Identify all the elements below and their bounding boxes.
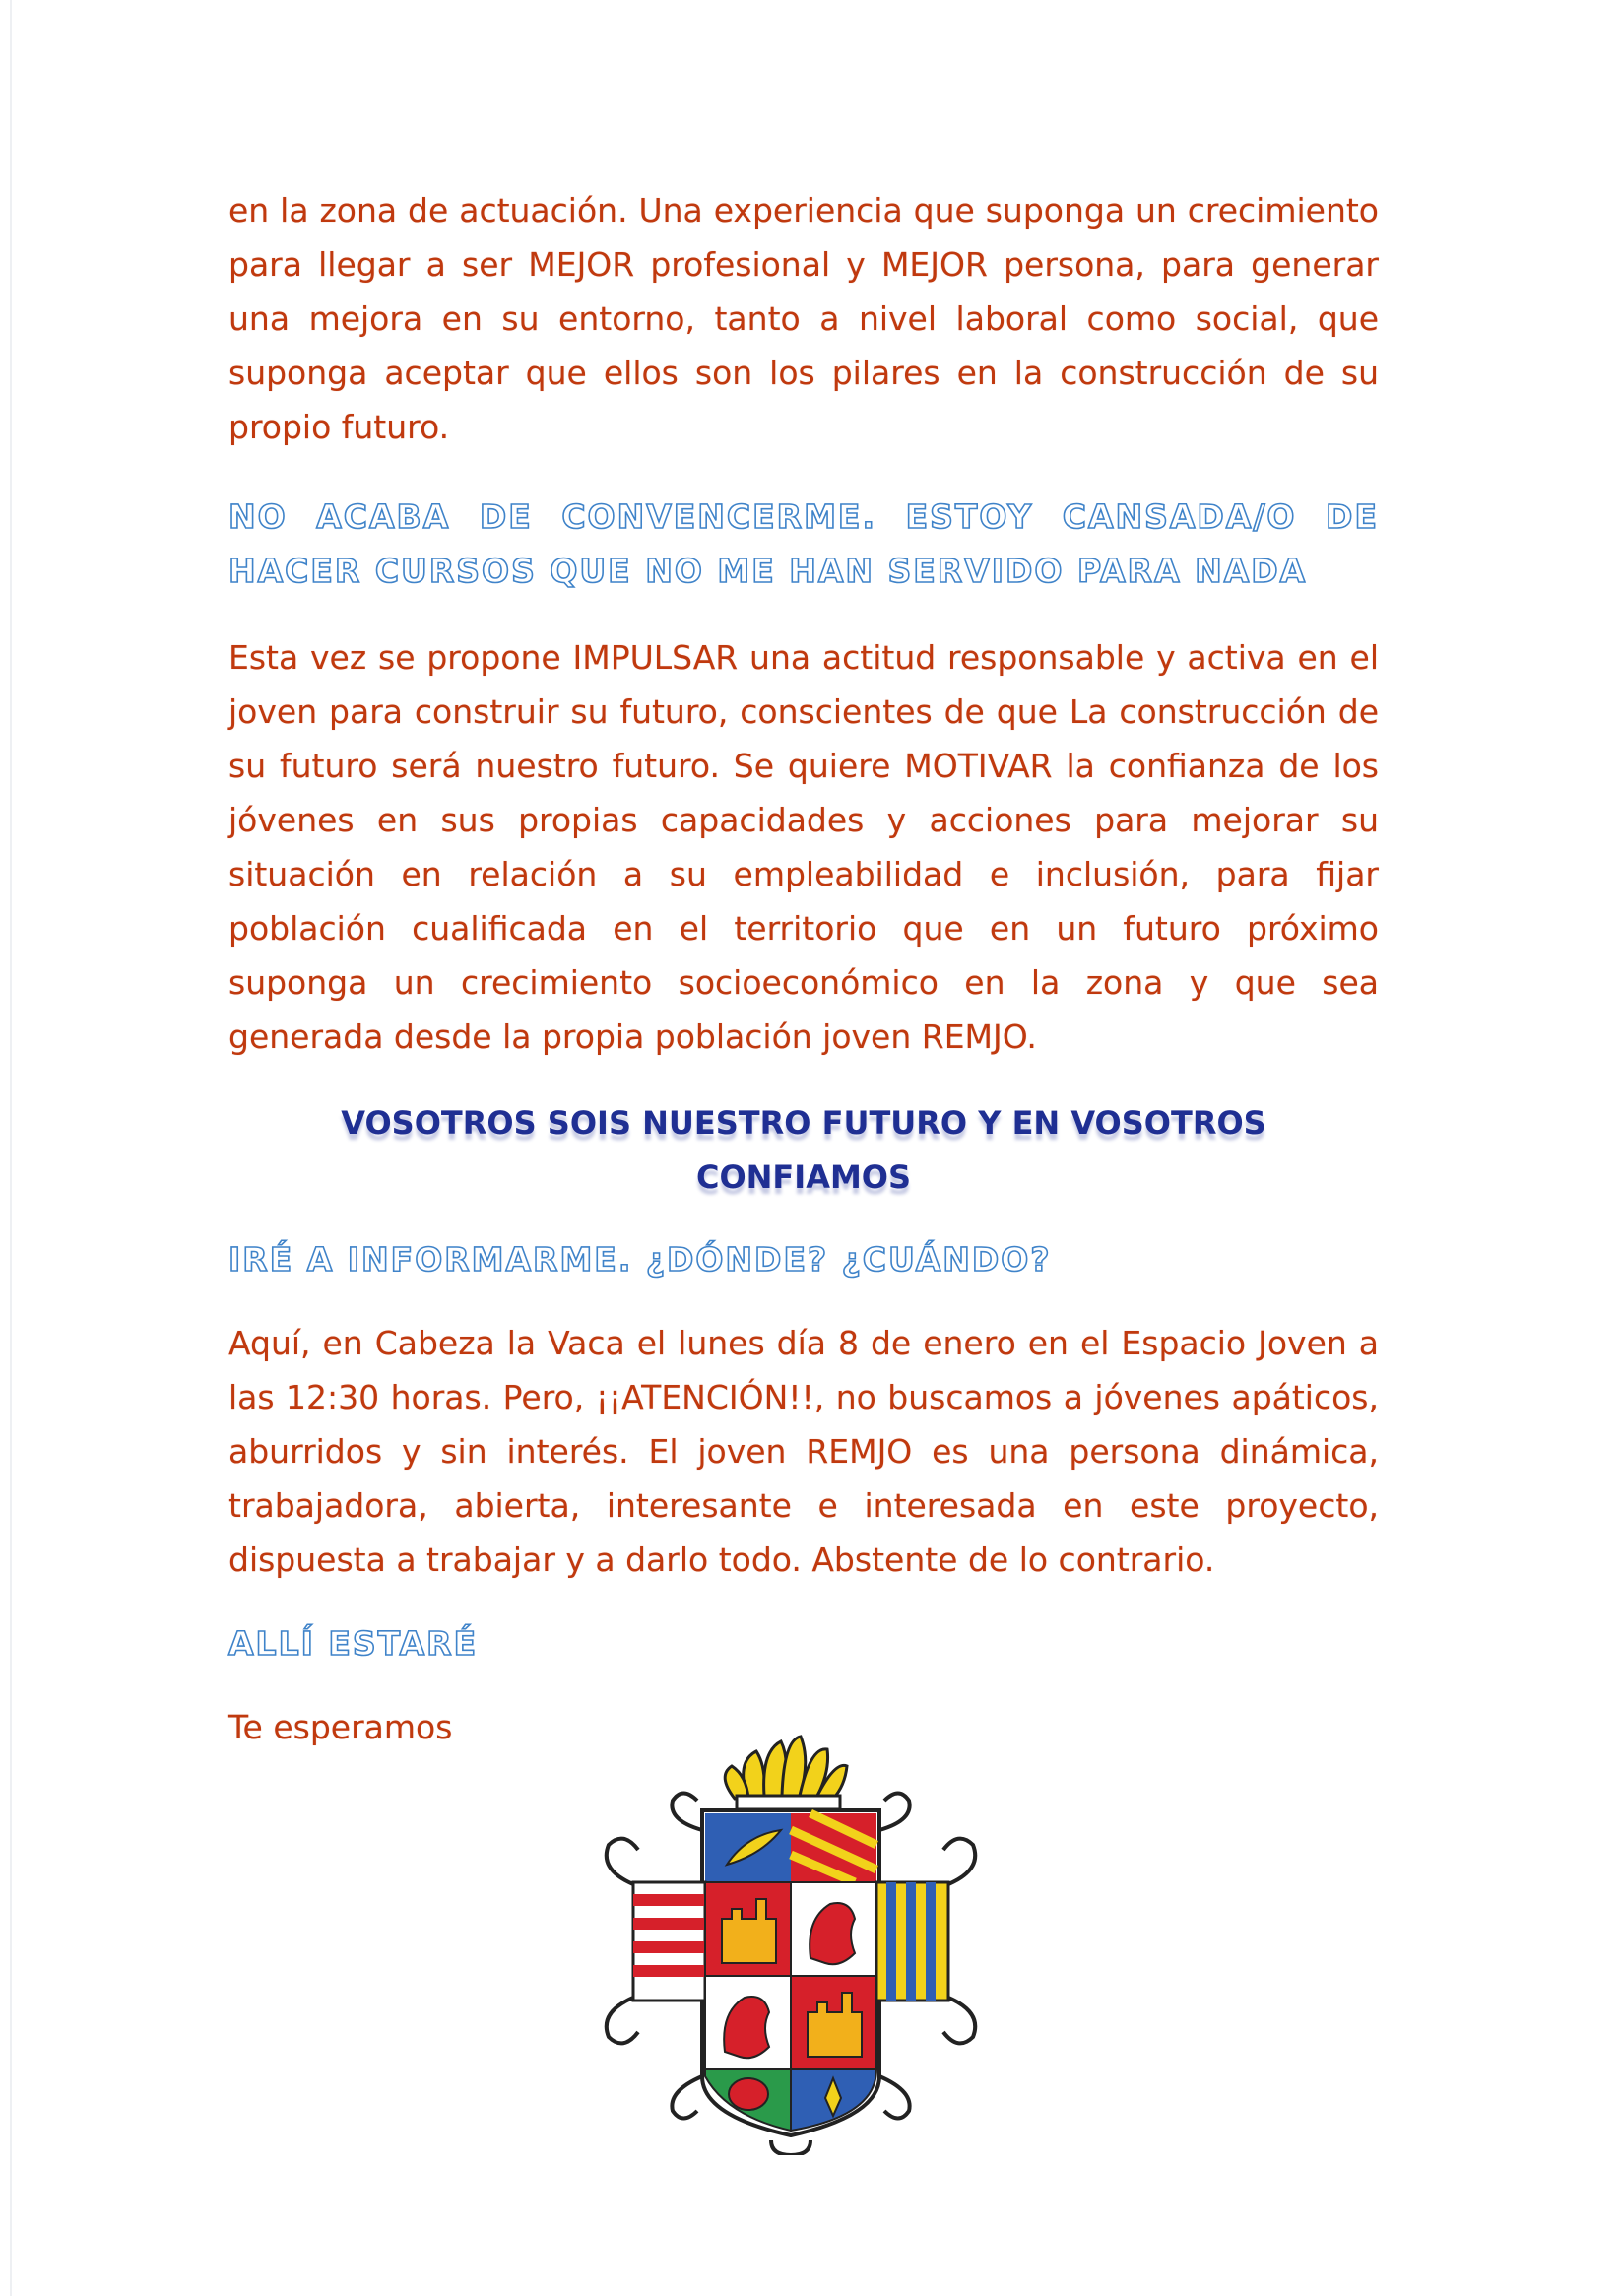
scan-edge [10,0,12,2296]
heading-not-convinced: NO ACABA DE CONVENCERME. ESTOY CANSADA/O DE HACER CURSOS QUE NO ME HAN SERVIDO PARA NADA [228,497,1379,590]
paragraph-intro: en la zona de actuación. Una experiencia que suponga un crecimiento para llegar a ser MEJOR profesional y MEJOR persona, para generar una mejora en su entorno, tanto a nivel laboral como social, que suponga aceptar que ellos son los pilares en la construcción de su propio futuro. [228,191,1379,446]
paragraph-proposal: Esta vez se propone IMPULSAR una actitud responsable y activa en el joven para construir su futuro, conscientes de que La construcción de su futuro será nuestro futuro. Se quiere MOTIVAR la confianza de los jóvenes en sus propias capacidades y acciones para mejorar su situación en relación a su empleabilidad e inclusión, para fijar población cualificada en el territorio que en un futuro próximo suponga un crecimiento socioeconómico en la zona y que sea generada desde la propia población joven REMJO. [228,638,1379,1056]
coat-of-arms-icon [589,1722,993,2155]
heading-i-will-be-there: ALLÍ ESTARÉ [228,1624,479,1663]
paragraph-details: Aquí, en Cabeza la Vaca el lunes día 8 de enero en el Espacio Joven a las 12:30 horas. Pero, ¡¡ATENCIÓN!!, no buscamos a jóvenes apáticos, aburridos y sin interés. El joven REMJO es una persona dinámica, trabajadora, abierta, interesante e interesada en este proyecto, dispuesta a trabajar y a darlo todo. Abstente de lo contrario. [228,1324,1379,1579]
banner-slogan: VOSOTROS SOIS NUESTRO FUTURO Y EN VOSOTROS CONFIAMOS [341,1104,1266,1196]
closing-text: Te esperamos [228,1708,453,1746]
crest-crown [725,1737,847,1809]
heading-where-when: IRÉ A INFORMARME. ¿DÓNDE? ¿CUÁNDO? [228,1240,1052,1279]
document-body [228,183,1379,1754]
